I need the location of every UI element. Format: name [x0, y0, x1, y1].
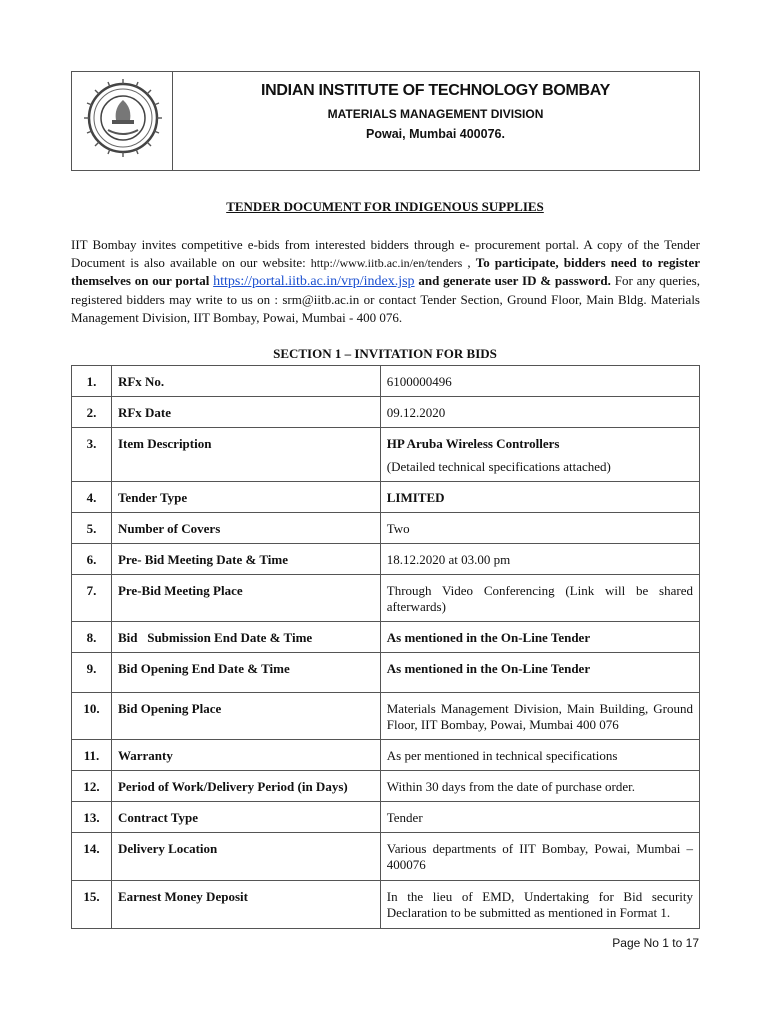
row-label: Tender Type	[111, 482, 380, 513]
intro-bold-1: To participate, bidders need to register themselves on our portal	[71, 255, 700, 288]
table-row	[72, 622, 700, 653]
row-number: 5.	[72, 513, 112, 544]
table-row	[72, 575, 700, 622]
row-number: 4.	[72, 482, 112, 513]
row-number: 6.	[72, 544, 112, 575]
row-value: Two	[380, 513, 699, 544]
intro-text-2: ,	[462, 255, 476, 270]
item-note: (Detailed technical specifications attached)	[386, 459, 611, 474]
row-label: Bid Submission End Date & Time	[111, 622, 380, 653]
row-value: 09.12.2020	[380, 397, 699, 428]
row-value: Materials Management Division, Main Building, Ground Floor, IIT Bombay, Powai, Mumbai 400 076	[380, 693, 699, 740]
letterhead	[71, 71, 700, 171]
table-row	[72, 833, 700, 881]
row-number: 8.	[72, 622, 112, 653]
invitation-table	[71, 365, 700, 929]
page-number: Page No 1 to 17	[612, 936, 699, 950]
row-number: 14.	[72, 833, 112, 881]
row-label: Bid Opening End Date & Time	[111, 653, 380, 693]
table-row	[72, 366, 700, 397]
intro-text-3: For any queries, registered bidders may write to us on : srm@iitb.ac.in or contact Tender Section, Ground Floor, Main Bldg. Materials Management Division, IIT Bombay, Powai, Mumbai - 400 076.	[71, 273, 700, 325]
row-value: LIMITED	[380, 482, 699, 513]
row-number: 12.	[72, 771, 112, 802]
row-value: Tender	[380, 802, 699, 833]
row-label: Warranty	[111, 740, 380, 771]
logo-cell	[72, 72, 173, 170]
row-label: RFx No.	[111, 366, 380, 397]
row-number: 2.	[72, 397, 112, 428]
row-label: Pre- Bid Meeting Date & Time	[111, 544, 380, 575]
row-number: 10.	[72, 693, 112, 740]
row-number: 15.	[72, 881, 112, 929]
website-link[interactable]: http://www.iitb.ac.in/en/tenders	[310, 256, 463, 270]
table-row	[72, 740, 700, 771]
row-value: As per mentioned in technical specifications	[380, 740, 699, 771]
row-number: 9.	[72, 653, 112, 693]
institute-name: INDIAN INSTITUTE OF TECHNOLOGY BOMBAY	[261, 82, 610, 99]
letterhead-text	[172, 72, 699, 141]
row-number: 11.	[72, 740, 112, 771]
intro-text-1: IIT Bombay invites competitive e-bids from interested bidders through e- procurement portal. A copy of the Tender Document is also available on our website:	[71, 237, 700, 270]
row-label: Bid Opening Place	[111, 693, 380, 740]
row-number: 1.	[72, 366, 112, 397]
table-row	[72, 771, 700, 802]
division-name: MATERIALS MANAGEMENT DIVISION	[327, 107, 544, 121]
row-label: Item Description	[111, 428, 380, 482]
row-label: Contract Type	[111, 802, 380, 833]
iitb-logo-icon	[84, 78, 162, 164]
row-label: Number of Covers	[111, 513, 380, 544]
row-label: Pre-Bid Meeting Place	[111, 575, 380, 622]
row-value: As mentioned in the On-Line Tender	[380, 653, 699, 693]
row-value: 18.12.2020 at 03.00 pm	[380, 544, 699, 575]
table-row	[72, 544, 700, 575]
row-value: In the lieu of EMD, Undertaking for Bid security Declaration to be submitted as mentioned in Format 1.	[380, 881, 699, 929]
table-row	[72, 513, 700, 544]
intro-bold-2: and generate user ID & password.	[414, 273, 611, 288]
row-number: 7.	[72, 575, 112, 622]
table-row	[72, 881, 700, 929]
table-row	[72, 482, 700, 513]
row-number: 13.	[72, 802, 112, 833]
table-row	[72, 693, 700, 740]
row-value: 6100000496	[380, 366, 699, 397]
section-title: SECTION 1 – INVITATION FOR BIDS	[273, 346, 497, 361]
portal-link[interactable]: https://portal.iitb.ac.in/vrp/index.jsp	[213, 274, 415, 289]
row-label: RFx Date	[111, 397, 380, 428]
item-name: HP Aruba Wireless Controllers	[386, 436, 560, 451]
table-row	[72, 428, 700, 482]
row-label: Delivery Location	[111, 833, 380, 881]
row-label: Earnest Money Deposit	[111, 881, 380, 929]
table-row	[72, 397, 700, 428]
row-number: 3.	[72, 428, 112, 482]
row-value: Various departments of IIT Bombay, Powai, Mumbai – 400076	[380, 833, 699, 881]
row-value: Within 30 days from the date of purchase order.	[380, 771, 699, 802]
table-row	[72, 653, 700, 693]
document-title: TENDER DOCUMENT FOR INDIGENOUS SUPPLIES	[226, 199, 544, 214]
table-row	[72, 802, 700, 833]
institute-address: Powai, Mumbai 400076.	[366, 127, 505, 141]
row-value: As mentioned in the On-Line Tender	[380, 622, 699, 653]
row-value	[380, 428, 699, 482]
intro-paragraph	[71, 236, 700, 327]
row-value: Through Video Conferencing (Link will be shared afterwards)	[380, 575, 699, 622]
row-label: Period of Work/Delivery Period (in Days)	[111, 771, 380, 802]
